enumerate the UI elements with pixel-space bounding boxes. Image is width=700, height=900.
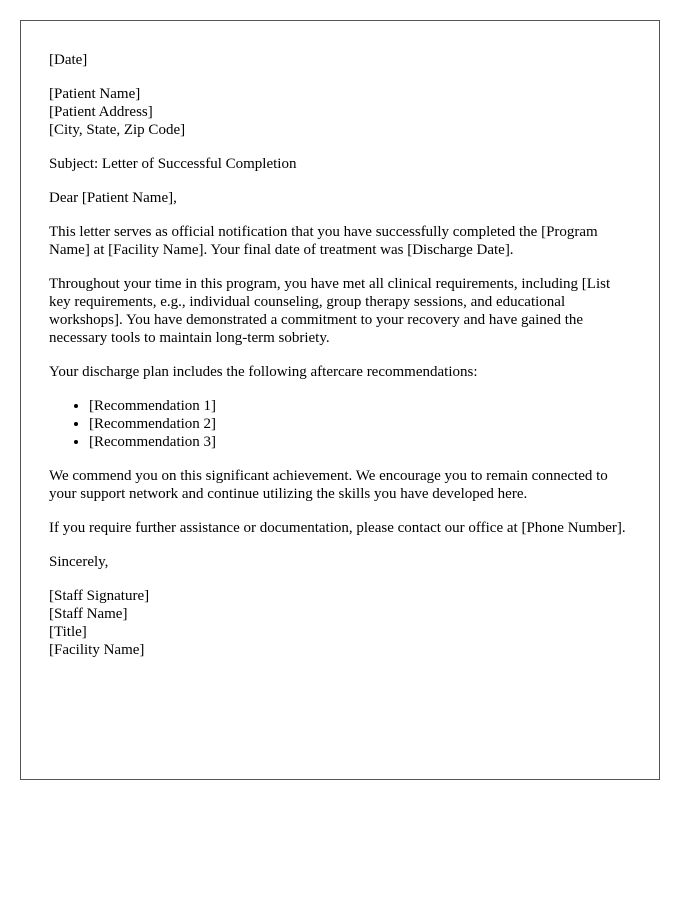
letter-salutation: Dear [Patient Name],	[49, 190, 177, 206]
letter-date: [Date]	[49, 52, 88, 68]
paragraph-contact: If you require further assistance or documentation, please contact our office at [Phone Number].	[49, 520, 626, 536]
paragraph-commendation: We commend you on this significant achievement. We encourage you to remain connected to your support network and continue utilizing the skills you have developed here.	[49, 468, 608, 502]
recipient-city-state-zip: [City, State, Zip Code]	[49, 122, 186, 138]
recipient-name: [Patient Name]	[49, 86, 141, 102]
staff-title: [Title]	[49, 624, 87, 640]
letter-closing: Sincerely,	[49, 554, 109, 570]
recommendations-list	[49, 397, 631, 451]
signature-block	[49, 587, 631, 659]
letter-document	[20, 20, 660, 780]
letter-subject: Subject: Letter of Successful Completion	[49, 156, 297, 172]
recipient-address: [Patient Address]	[49, 104, 153, 120]
paragraph-discharge-plan: Your discharge plan includes the following aftercare recommendations:	[49, 364, 478, 380]
staff-signature: [Staff Signature]	[49, 588, 150, 604]
paragraph-completion-notice: This letter serves as official notification that you have successfully completed the [Program Name] at [Facility Name]. Your final date of treatment was [Discharge Date].	[49, 224, 598, 258]
list-item: • [Recommendation 3]	[89, 433, 631, 451]
facility-name: [Facility Name]	[49, 642, 145, 658]
recipient-block	[49, 85, 631, 139]
staff-name: [Staff Name]	[49, 606, 128, 622]
list-item: • [Recommendation 2]	[89, 415, 631, 433]
paragraph-requirements: Throughout your time in this program, you have met all clinical requirements, including [List key requirements, e.g., individual counseling, group therapy sessions, and educational workshops]. You have demonstrated a commitment to your recovery and have gained the necessary tools to maintain long-term sobriety.	[49, 276, 611, 346]
list-item: • [Recommendation 1]	[89, 397, 631, 415]
